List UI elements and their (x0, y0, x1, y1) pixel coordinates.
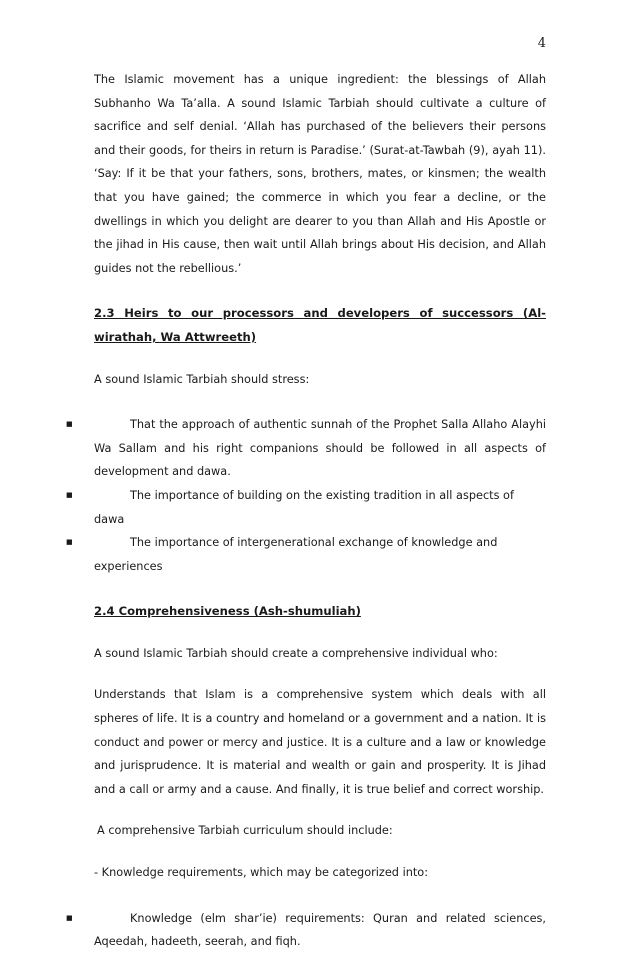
curriculum-lead: A comprehensive Tarbiah curriculum should include: (97, 824, 393, 838)
list-item (66, 907, 546, 954)
section-2-3-bullet-list (66, 413, 546, 578)
section-2-4-lead: A sound Islamic Tarbiah should create a comprehensive individual who: (94, 646, 498, 660)
list-item (66, 413, 546, 484)
section-2-4-body: Understands that Islam is a comprehensive system which deals with all spheres of life. It is a country and homeland or a government and a nation. It is conduct and power or mercy and justice. It is a culture and a law or knowledge and jurisprudence. It is material and wealth or gain and prosperity. It is Jihad and a call or army and a cause. And finally, it is true belief and correct worship. (94, 688, 546, 796)
section-2-3-heading: 2.3 Heirs to our processors and developers of successors (Al-wirathah, Wa Attwreeth) (94, 306, 546, 344)
section-2-3-lead: A sound Islamic Tarbiah should stress: (94, 372, 310, 386)
square-bullet-icon: ■ (66, 913, 73, 922)
list-item (66, 484, 546, 531)
square-bullet-icon: ■ (66, 490, 73, 499)
square-bullet-icon: ■ (66, 538, 73, 547)
list-item-text: Knowledge (elm shar’ie) requirements: Quran and related sciences, Aqeedah, hadeeth, seerah, and fiqh. (94, 911, 546, 949)
list-item (66, 531, 546, 578)
document-body (66, 68, 546, 954)
section-2-4-bullet-list (66, 907, 546, 954)
page-number: 4 (537, 36, 546, 51)
list-item-text: The importance of intergenerational exchange of knowledge and experiences (94, 536, 498, 573)
list-item-text: The importance of building on the existing tradition in all aspects of dawa (94, 488, 514, 526)
section-2-4-heading: 2.4 Comprehensiveness (Ash-shumuliah) (94, 604, 361, 619)
requirements-lead: - Knowledge requirements, which may be categorized into: (94, 866, 429, 880)
intro-paragraph: The Islamic movement has a unique ingredient: the blessings of Allah Subhanho Wa Ta’alla. A sound Islamic Tarbiah should cultivate a culture of sacrifice and self denial. ‘Allah has purchased of the believers their persons and their goods, for theirs in return is Paradise.’ (Surat-at-Tawbah (9), ayah 11). ‘Say: If it be that your fathers, sons, brothers, mates, or kinsmen; the wealth that you have gained; the commerce in which you fear a decline, or the dwellings in which you delight are dearer to you than Allah and His Apostle or the jihad in His cause, then wait until Allah brings about His decision, and Allah guides not the rebellious.’ (94, 73, 546, 275)
list-item-text: That the approach of authentic sunnah of the Prophet Salla Allaho Alayhi Wa Sallam and his right companions should be followed in all aspects of development and dawa. (94, 418, 546, 479)
square-bullet-icon: ■ (66, 420, 73, 429)
